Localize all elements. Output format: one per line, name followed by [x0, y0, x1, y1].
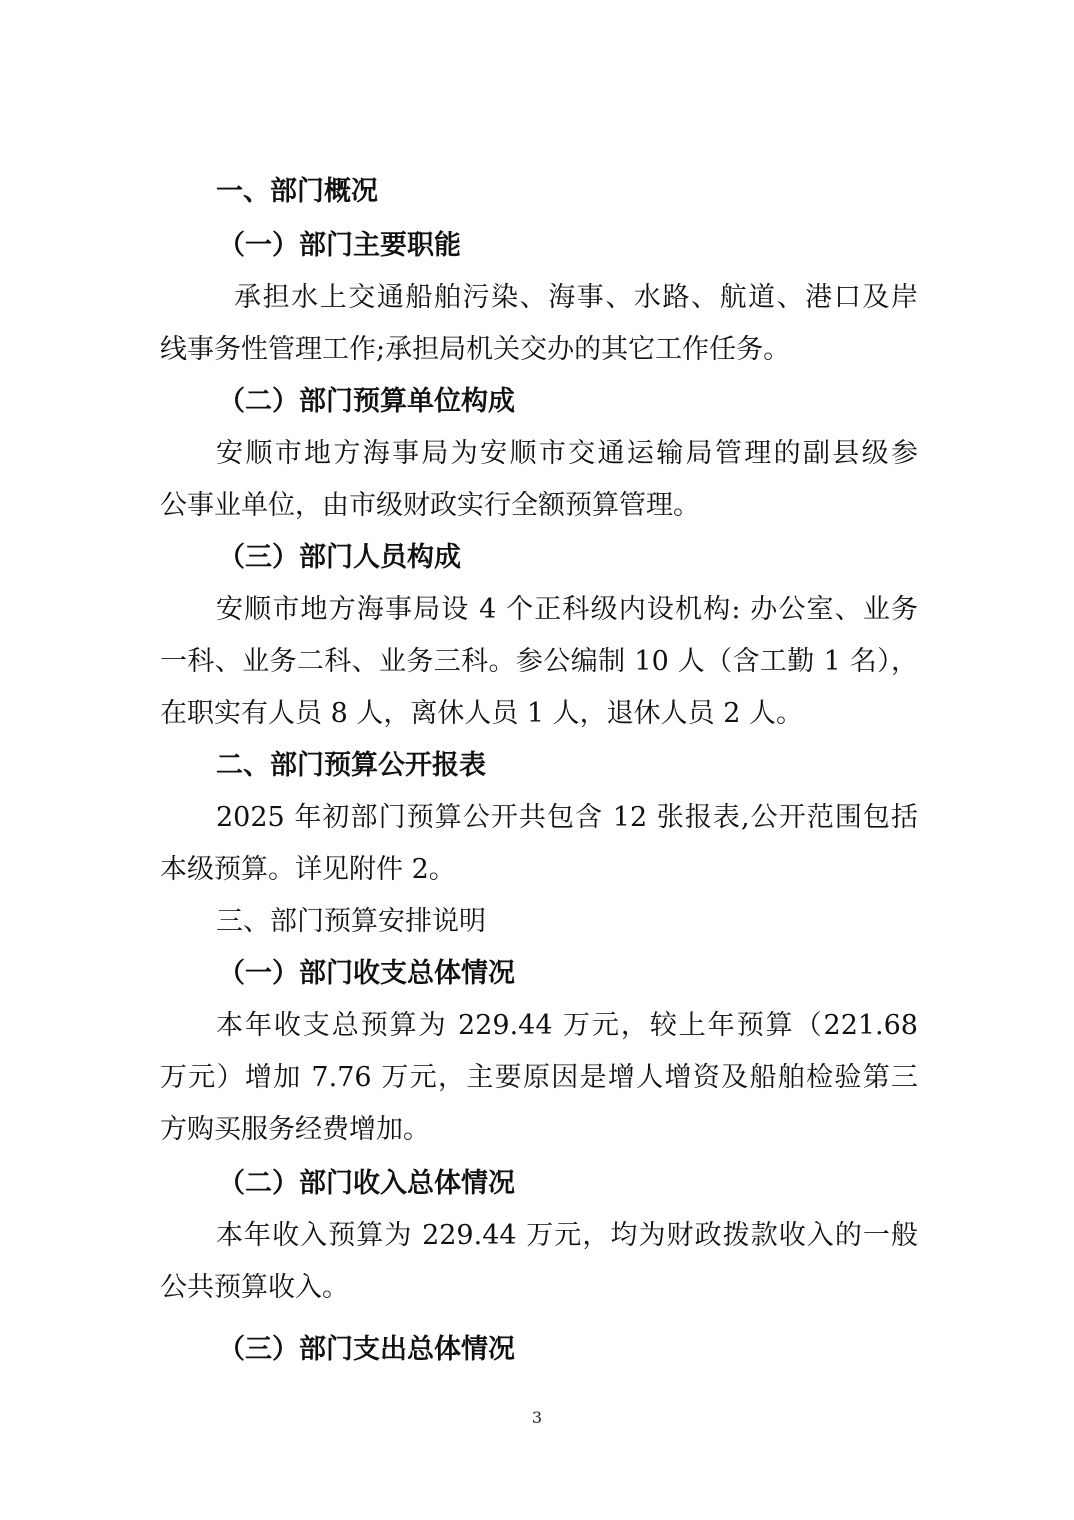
section-heading-overview: 一、部门概况 — [216, 176, 378, 207]
paragraph-line: 2025 年初部门预算公开共包含 12 张报表,公开范围包括 — [216, 802, 918, 833]
subsection-heading-main-functions: （一）部门主要职能 — [218, 230, 461, 261]
paragraph-line: 安顺市地方海事局为安顺市交通运输局管理的副县级参 — [216, 438, 918, 469]
paragraph-line: 公共预算收入。 — [160, 1272, 349, 1303]
paragraph-line: 承担水上交通船舶污染、海事、水路、航道、港口及岸 — [234, 282, 918, 313]
paragraph-line: 安顺市地方海事局设 4 个正科级内设机构: 办公室、业务 — [216, 594, 918, 625]
paragraph-line: 本年收支总预算为 229.44 万元，较上年预算（221.68 — [216, 1010, 918, 1041]
section-heading-budget-reports: 二、部门预算公开报表 — [216, 750, 486, 781]
paragraph-line: 本年收入预算为 229.44 万元，均为财政拨款收入的一般 — [216, 1220, 918, 1251]
document-body — [160, 166, 918, 1376]
paragraph-line: 万元）增加 7.76 万元，主要原因是增人增资及船舶检验第三 — [160, 1062, 918, 1093]
subsection-heading-staff: （三）部门人员构成 — [218, 542, 461, 573]
paragraph-line: 公事业单位，由市级财政实行全额预算管理。 — [160, 490, 700, 521]
paragraph-line: 方购买服务经费增加。 — [160, 1114, 430, 1145]
subsection-heading-budget-units: （二）部门预算单位构成 — [218, 386, 515, 417]
paragraph-line: 线事务性管理工作;承担局机关交办的其它工作任务。 — [160, 334, 791, 365]
subsection-heading-revenue: （二）部门收入总体情况 — [218, 1168, 515, 1199]
page-number: 3 — [531, 1408, 543, 1427]
section-heading-budget-arrangement: 三、部门预算安排说明 — [216, 906, 486, 937]
paragraph-line: 在职实有人员 8 人，离休人员 1 人，退休人员 2 人。 — [160, 698, 804, 729]
paragraph-line: 一科、业务二科、业务三科。参公编制 10 人（含工勤 1 名）， — [160, 646, 918, 677]
subsection-heading-expenditure: （三）部门支出总体情况 — [218, 1334, 515, 1365]
paragraph-line: 本级预算。详见附件 2。 — [160, 854, 456, 885]
subsection-heading-revenue-expenditure: （一）部门收支总体情况 — [218, 958, 515, 989]
